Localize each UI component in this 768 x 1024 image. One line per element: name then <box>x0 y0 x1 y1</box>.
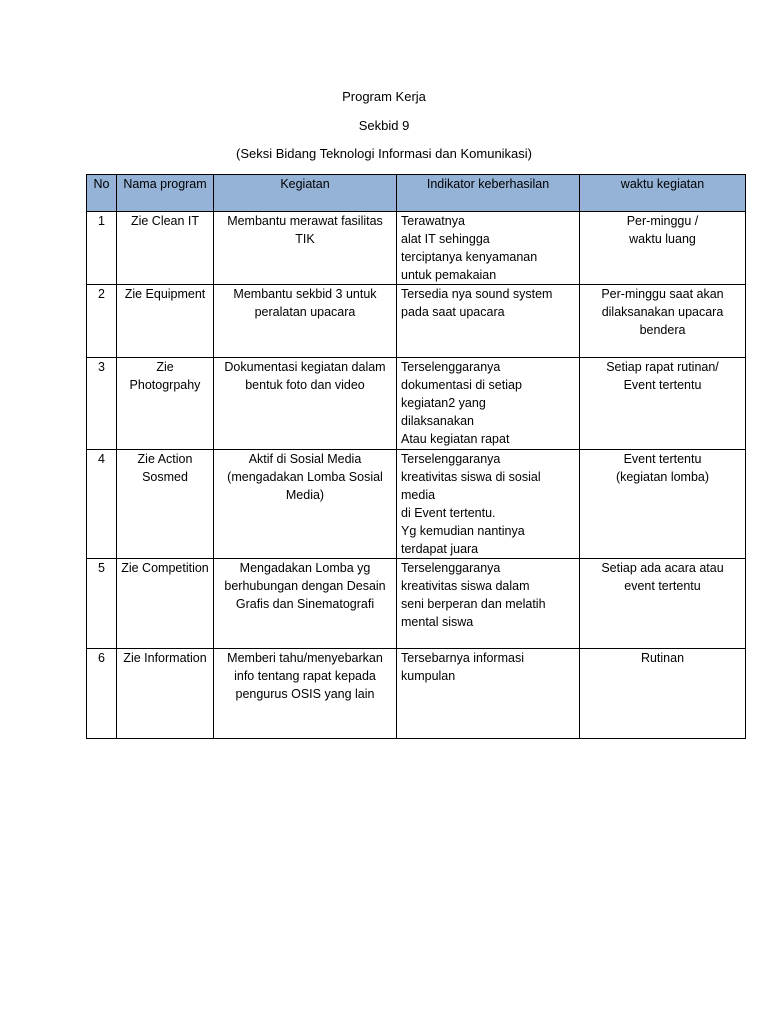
cell-waktu <box>580 450 746 559</box>
indikator-line: Terselenggaranya <box>401 452 501 466</box>
cell-nama-program: Zie Competition <box>117 559 214 649</box>
cell-kegiatan: Aktif di Sosial Media (mengadakan Lomba Sosial Media) <box>214 450 397 559</box>
indikator-line: di Event tertentu. <box>401 506 496 520</box>
waktu-line: Per-minggu saat akan <box>601 287 724 301</box>
waktu-line: bendera <box>639 323 686 337</box>
cell-kegiatan: Dokumentasi kegiatan dalam bentuk foto dan video <box>214 358 397 450</box>
cell-nama-program: Zie Clean IT <box>117 212 214 285</box>
waktu-line: Event tertentu <box>623 452 702 466</box>
indikator-line: pada saat upacara <box>401 305 505 319</box>
indikator-line: dilaksanakan <box>401 414 474 428</box>
table-row <box>87 212 746 285</box>
waktu-line: event tertentu <box>624 579 701 593</box>
cell-nama-program: Zie Photogrpahy <box>117 358 214 450</box>
cell-nama-program: Zie Information <box>117 649 214 739</box>
waktu-line: dilaksanakan upacara <box>601 305 724 319</box>
cell-no: 4 <box>87 450 117 559</box>
cell-kegiatan: Membantu sekbid 3 untuk peralatan upacara <box>214 285 397 358</box>
cell-no: 1 <box>87 212 117 285</box>
indikator-line: Tersedia nya sound system <box>401 287 553 301</box>
cell-no: 3 <box>87 358 117 450</box>
indikator-line: media <box>401 488 436 502</box>
table-row <box>87 559 746 649</box>
table-row <box>87 358 746 450</box>
indikator-line: Yg kemudian nantinya <box>401 524 525 538</box>
waktu-line: Rutinan <box>640 651 685 665</box>
indikator-line: seni berperan dan melatih <box>401 597 546 611</box>
program-table <box>86 174 746 739</box>
indikator-line: Terawatnya <box>401 214 465 228</box>
cell-waktu <box>580 649 746 739</box>
waktu-line: Event tertentu <box>623 378 702 392</box>
waktu-line: (kegiatan lomba) <box>615 470 710 484</box>
waktu-line: waktu luang <box>629 232 696 246</box>
indikator-line: kreativitas siswa di sosial <box>401 470 541 484</box>
cell-kegiatan: Mengadakan Lomba yg berhubungan dengan Desain Grafis dan Sinematografi <box>214 559 397 649</box>
waktu-line: Per-minggu / <box>626 214 699 228</box>
cell-indikator <box>397 212 580 285</box>
cell-indikator <box>397 450 580 559</box>
cell-no: 5 <box>87 559 117 649</box>
cell-indikator <box>397 358 580 450</box>
indikator-line: Tersebarnya informasi <box>401 651 524 665</box>
document-subtitle: Sekbid 9 <box>358 118 410 133</box>
cell-waktu <box>580 212 746 285</box>
header-no: No <box>87 175 117 212</box>
indikator-line: kegiatan2 yang <box>401 396 486 410</box>
indikator-line: mental siswa <box>401 615 474 629</box>
table-body <box>87 212 746 739</box>
indikator-line: alat IT sehingga <box>401 232 490 246</box>
table-row <box>87 450 746 559</box>
indikator-line: kreativitas siswa dalam <box>401 579 530 593</box>
cell-indikator <box>397 649 580 739</box>
table-row <box>87 649 746 739</box>
indikator-line: kumpulan <box>401 669 456 683</box>
cell-no: 6 <box>87 649 117 739</box>
indikator-line: Atau kegiatan rapat <box>401 432 510 446</box>
table-header-row <box>87 175 746 212</box>
table-row <box>87 285 746 358</box>
waktu-line: Setiap rapat rutinan/ <box>606 360 719 374</box>
indikator-line: terciptanya kenyamanan <box>401 250 538 264</box>
indikator-line: dokumentasi di setiap <box>401 378 522 392</box>
cell-kegiatan: Memberi tahu/menyebarkan info tentang rapat kepada pengurus OSIS yang lain <box>214 649 397 739</box>
cell-waktu <box>580 285 746 358</box>
indikator-line: Terselenggaranya <box>401 561 501 575</box>
indikator-line: untuk pemakaian <box>401 268 497 282</box>
document-title: Program Kerja <box>342 89 426 104</box>
cell-indikator <box>397 559 580 649</box>
indikator-line: Terselenggaranya <box>401 360 501 374</box>
header-nama-program: Nama program <box>117 175 214 212</box>
waktu-line: Setiap ada acara atau <box>601 561 724 575</box>
cell-indikator <box>397 285 580 358</box>
cell-nama-program: Zie Action Sosmed <box>117 450 214 559</box>
indikator-line: terdapat juara <box>401 542 479 556</box>
cell-waktu <box>580 559 746 649</box>
header-kegiatan: Kegiatan <box>214 175 397 212</box>
cell-no: 2 <box>87 285 117 358</box>
document-description: (Seksi Bidang Teknologi Informasi dan Komunikasi) <box>235 146 533 161</box>
header-waktu: waktu kegiatan <box>580 175 746 212</box>
cell-nama-program: Zie Equipment <box>117 285 214 358</box>
header-indikator: Indikator keberhasilan <box>397 175 580 212</box>
cell-kegiatan: Membantu merawat fasilitas TIK <box>214 212 397 285</box>
cell-waktu <box>580 358 746 450</box>
